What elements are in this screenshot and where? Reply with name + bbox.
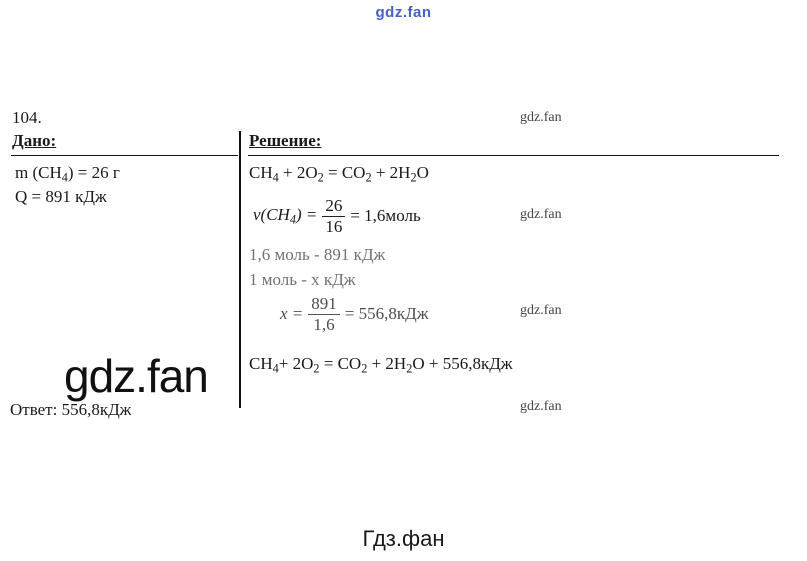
x-result: = 556,8кДж [344, 304, 429, 324]
proportion-line-1: 1,6 моль - 891 кДж [249, 245, 386, 264]
combustion-equation: $CH_4 + 2O_2 = CO_2 + 2H_2O$ [249, 163, 429, 185]
nu-label: $v(CH_4)$ = [253, 205, 318, 227]
watermark-top: gdz.fan [375, 4, 432, 21]
column-divider [239, 131, 241, 408]
answer: Ответ: 556,8кДж [10, 400, 132, 419]
watermark-side-2: gdz.fan [520, 207, 562, 222]
given-mass: m $(CH_4) = 26$ г [15, 163, 120, 185]
nu-numerator: 26 [325, 196, 343, 215]
nu-denominator: 16 [325, 216, 343, 236]
x-denominator: 1,6 [313, 314, 335, 334]
solution-underline [248, 155, 779, 156]
proportion-line-2: 1 моль - x кДж [249, 270, 356, 289]
nu-fraction [322, 197, 345, 236]
watermark-side-1: gdz.fan [520, 110, 562, 125]
x-label: x = [280, 304, 304, 324]
solution-heading: Решение: [249, 131, 322, 150]
x-numerator: 891 [311, 294, 337, 313]
given-underline [11, 155, 238, 156]
amount-of-substance-calculation [253, 197, 421, 236]
x-fraction [308, 295, 340, 334]
given-heading: Дано: [12, 131, 57, 150]
thermochemical-equation: $CH_4+ 2O_2 = CO_2 + 2H_2O + 556,8кДж$ [249, 354, 513, 376]
task-number: 104. [12, 108, 42, 127]
watermark-bottom: Гдз.фан [362, 526, 445, 551]
watermark-side-3: gdz.fan [520, 303, 562, 318]
nu-result: = 1,6моль [350, 206, 421, 226]
watermark-large: gdz.fan [64, 350, 208, 402]
watermark-side-4: gdz.fan [520, 399, 562, 414]
x-calculation [280, 295, 428, 334]
given-heat: Q = 891 кДж [15, 187, 107, 206]
